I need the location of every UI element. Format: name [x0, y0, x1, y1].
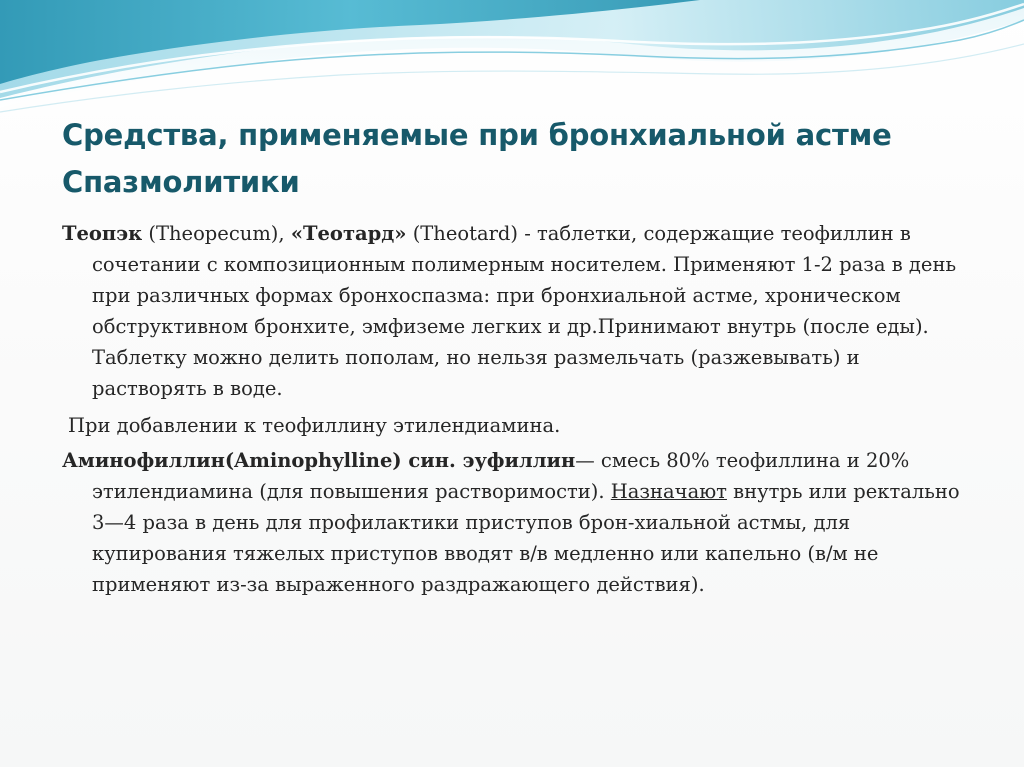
title-line-2: Спазмолитики	[62, 165, 300, 199]
drug-name-aminophylline: Аминофиллин(Aminophylline) син. эуфиллин	[62, 449, 576, 472]
title-line-1: Средства, применяемые при бронхиальной астме	[62, 118, 892, 152]
paragraph-aminophylline	[62, 445, 972, 600]
drug-latin-theotard: (Theotard)	[412, 222, 519, 245]
aminophylline-text-a: — смесь 80% теофиллина и 20% этилендиамина (для повышения растворимости).	[92, 449, 910, 503]
separator: ,	[278, 222, 291, 245]
drug-name-theopec: Теопэк	[62, 222, 143, 245]
prescribed-underlined: Назначают	[610, 480, 727, 503]
drug-latin-theopecum: (Theopecum)	[148, 222, 279, 245]
drug-name-theotard: «Теотард»	[290, 222, 407, 245]
paragraph-theopec	[62, 218, 972, 404]
slide-body	[62, 218, 972, 600]
slide-title	[62, 112, 962, 206]
paragraph-theopec-text: - таблетки, содержащие теофиллин в сочетании с композиционным полимерным носителем. Применяют 1-2 раза в день при различных формах бронхоспазма: при бронхиальной астме, хроническом обструктивном бронхите, эмфиземе легких и др.Принимают внутрь (после еды). Таблетку можно делить пополам, но нельзя размельчать (разжевывать) и растворять в воде.	[92, 222, 957, 400]
aminophylline-text-b: внутрь или ректально 3—4 раза в день для профилактики приступов брон-хиальной астмы, для купирования тяжелых приступов вводят в/в медленно или капельно (в/м не применяют из-за выраженного раздражающего действия).	[92, 480, 960, 596]
wave-decoration	[0, 0, 1024, 130]
paragraph-ethylenediamine: При добавлении к теофиллину этилендиамина.	[68, 414, 561, 437]
